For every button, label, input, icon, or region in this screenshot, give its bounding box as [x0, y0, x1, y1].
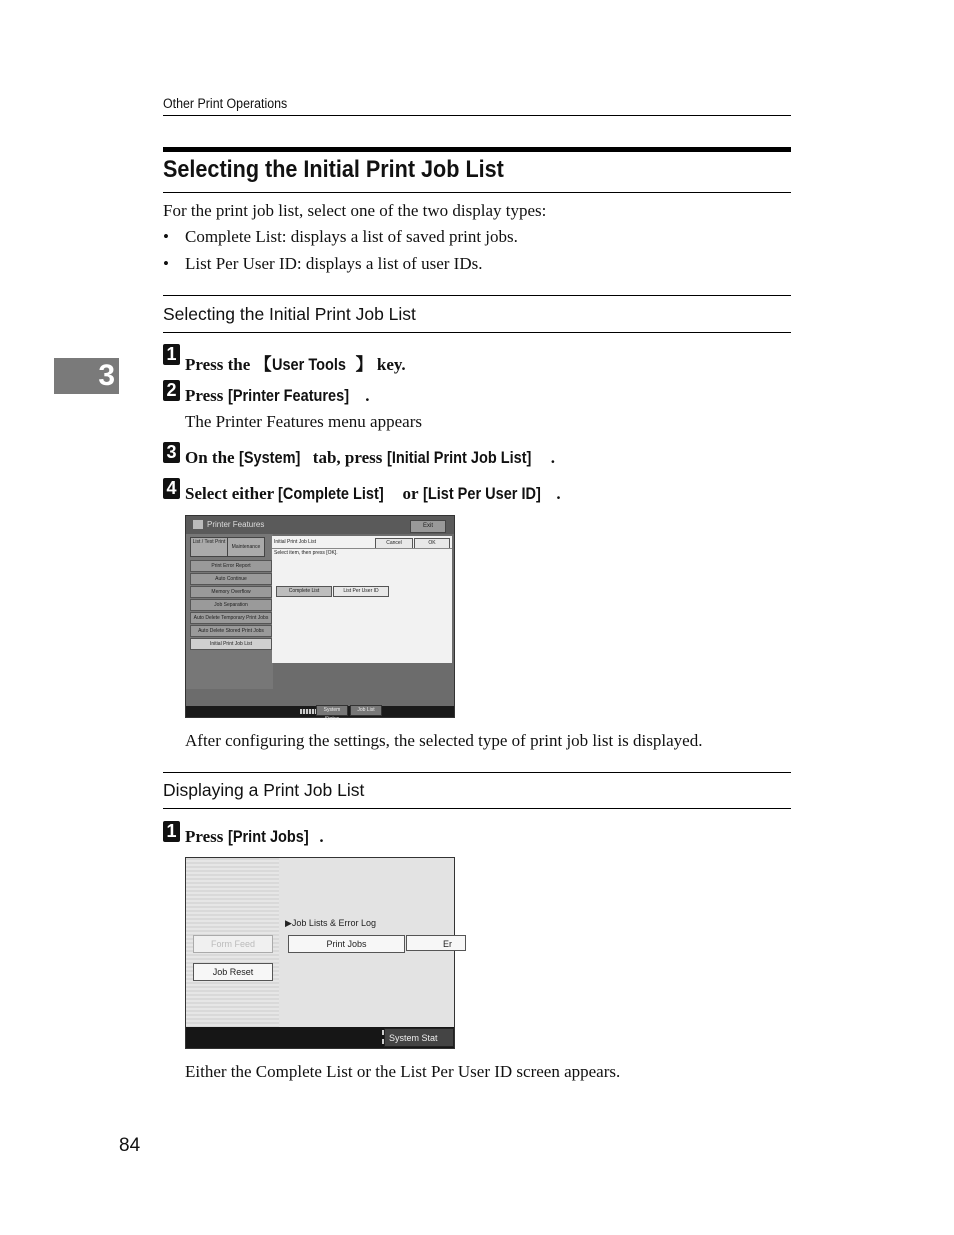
menu-item[interactable]: Auto Continue [190, 573, 272, 585]
exit-button[interactable]: Exit [410, 520, 446, 533]
step-number: 2 [163, 380, 180, 401]
key-bracket: 【 [254, 355, 272, 374]
subsection-rule [163, 295, 791, 296]
bullet-list-per-user: List Per User ID: displays a list of user IDs. [185, 254, 483, 273]
step-text-part: . [319, 827, 324, 846]
initial-print-job-list-key: [Initial Print Job List] [386, 449, 532, 467]
user-tools-key: User Tools [271, 356, 346, 374]
subsection-title: Displaying a Print Job List [163, 780, 365, 800]
step-1-text [185, 350, 406, 375]
step-text-part: . [365, 386, 370, 405]
key-bracket: 】 [355, 355, 373, 374]
system-status-button[interactable]: System Stat [384, 1028, 454, 1047]
screen-title: Printer Features [207, 520, 265, 529]
chapter-number: 3 [98, 359, 115, 392]
step-text-part: Press [185, 386, 228, 405]
list-per-user-id-key: [List Per User ID] [422, 485, 541, 503]
step-text-part: Press [185, 827, 228, 846]
step-text-part: . [550, 448, 555, 467]
subsection-rule [163, 772, 791, 773]
step-4-text [185, 484, 561, 504]
status-bar [186, 1027, 454, 1048]
after-config-text: After configuring the settings, the selected type of print job list is displayed. [185, 731, 703, 750]
step-number: 3 [163, 442, 180, 463]
status-bar [186, 706, 454, 722]
step-text-part: or [398, 484, 423, 503]
list-per-user-id-button[interactable]: List Per User ID [333, 586, 389, 597]
subsection-rule [163, 332, 791, 333]
step-2-text [185, 386, 369, 406]
step-text-part: . [556, 484, 561, 503]
print-jobs-key: [Print Jobs] [227, 828, 309, 846]
system-tab-key: [System] [238, 449, 301, 467]
cancel-button[interactable]: Cancel [375, 538, 413, 549]
printer-features-screen [185, 515, 455, 722]
print-jobs-button[interactable]: Print Jobs [288, 935, 405, 953]
system-status-button[interactable]: System Status [316, 705, 348, 716]
menu-item[interactable]: Memory Overflow [190, 586, 272, 598]
result-text: Either the Complete List or the List Per User ID screen appears. [185, 1062, 621, 1081]
job-list-button[interactable]: Job List [350, 705, 382, 716]
error-log-button[interactable]: Er [406, 935, 466, 951]
job-lists-label: ▶Job Lists & Error Log [285, 918, 376, 928]
bullet-complete-list: Complete List: displays a list of saved print jobs. [185, 227, 518, 246]
section-title: Selecting the Initial Print Job List [163, 156, 504, 183]
step-2-note: The Printer Features menu appears [185, 412, 422, 431]
step-text-part: tab, press [308, 448, 387, 467]
content-title: Initial Print Job List [274, 539, 316, 545]
header-rule [163, 115, 791, 116]
subsection-rule [163, 808, 791, 809]
step-number: 1 [163, 821, 180, 842]
intro-text: For the print job list, select one of the two display types: [163, 201, 547, 220]
step-text-part: Press the [185, 355, 255, 374]
ok-button[interactable]: OK [414, 538, 450, 549]
job-reset-button[interactable]: Job Reset [193, 963, 273, 981]
content-panel [272, 536, 452, 663]
printer-screen [185, 857, 455, 1049]
step-3-text [185, 448, 555, 468]
subsection-title: Selecting the Initial Print Job List [163, 304, 416, 324]
title-bar [163, 147, 791, 152]
menu-item[interactable]: Auto Delete Temporary Print Jobs [190, 612, 272, 624]
step-text-part: key. [372, 355, 406, 374]
tab-maintenance[interactable]: Maintenance [227, 537, 265, 557]
menu-item[interactable]: Auto Delete Stored Print Jobs [190, 625, 272, 637]
tab-list-test-print[interactable]: List / Test Print [190, 537, 228, 557]
menu-item[interactable]: Print Error Report [190, 560, 272, 572]
chapter-tab [54, 358, 119, 394]
content-rule [272, 548, 452, 549]
step-text-part: On the [185, 448, 239, 467]
running-header: Other Print Operations [163, 96, 288, 111]
instruction-text: Select item, then press [OK]. [274, 550, 338, 556]
complete-list-key: [Complete List] [278, 485, 384, 503]
step-print-jobs-text [185, 827, 324, 847]
bullet-dot: • [163, 254, 169, 273]
menu-item[interactable]: Job Separation [190, 599, 272, 611]
page-number: 84 [119, 1135, 141, 1156]
step-text-part: Select either [185, 484, 279, 503]
bullet-dot: • [163, 227, 169, 246]
printer-features-key: [Printer Features] [227, 387, 349, 405]
menu-item-initial-print-job-list[interactable]: Initial Print Job List [190, 638, 272, 650]
title-rule [163, 192, 791, 193]
complete-list-button[interactable]: Complete List [276, 586, 332, 597]
form-feed-button[interactable]: Form Feed [193, 935, 273, 953]
printer-icon [193, 520, 203, 529]
step-number: 4 [163, 478, 180, 499]
step-number: 1 [163, 344, 180, 365]
